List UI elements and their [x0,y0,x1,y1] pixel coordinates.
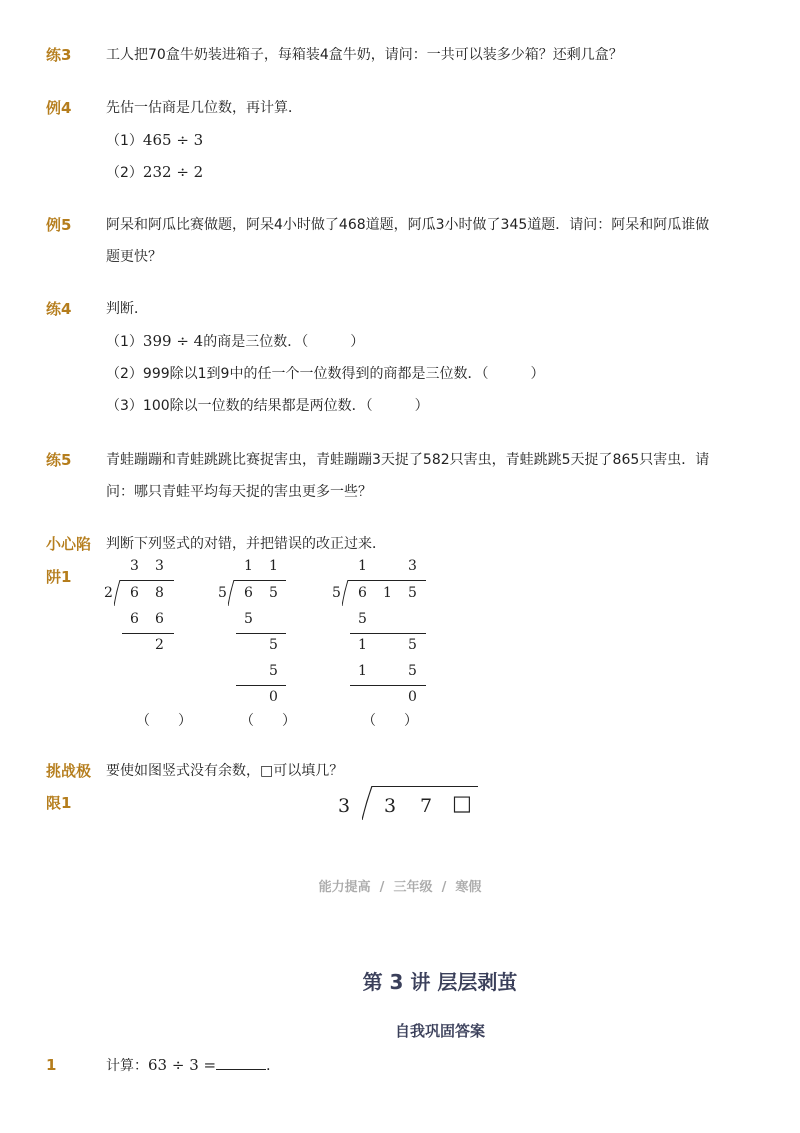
problem-ex4-text: 先估一估商是几位数，再计算． [106,100,302,116]
step-line [236,633,286,634]
problem-trap1-text: 判断下列竖式的对错，并把错误的改正过来． [106,536,386,552]
quotient-digit: 1 [244,558,253,574]
sub-text: 的商是三位数．（ ） [203,334,365,350]
quotient-digit: 1 [269,558,278,574]
math-expression: 465 ÷ 3 [142,131,204,149]
problem-ex4-sub1 [106,127,203,154]
quotient-digit: 3 [155,558,164,574]
division-bracket [114,580,124,606]
dividend-digit: 5 [269,585,278,601]
step-digit: 6 [130,611,139,627]
dividend-digit: 6 [358,585,367,601]
math-expression: 232 ÷ 2 [142,163,204,181]
dividend-digit: 6 [130,585,139,601]
step-line [122,633,174,634]
step-digit: 1 [358,637,367,653]
label-challenge1-line1: 挑战极 [46,762,92,780]
label-trap1-line1: 小心陷 [46,535,92,553]
answers-title: 自我巩固答案 [394,1022,485,1040]
division-bracket [228,580,238,606]
label-challenge1-line2: 限1 [46,794,72,812]
label-pr5: 练5 [46,451,72,469]
step-digit: 5 [408,637,417,653]
step-line [350,685,426,686]
problem-pr5-line2: 问：哪只青蛙平均每天捉的害虫更多一些？ [106,484,372,500]
division-bar [348,580,426,581]
problem-ex5-line2: 题更快？ [106,249,162,265]
division-bar [120,580,174,581]
step-line [236,685,286,686]
dividend-digit: 1 [383,585,392,601]
divisor: 5 [218,585,227,601]
dividend-digit: 7 [420,795,433,817]
division-bracket [362,786,376,820]
remainder: 0 [269,689,278,705]
footer-course: 能力提高 [318,880,371,895]
divisor: 2 [104,585,113,601]
dividend-digit: 3 [384,795,397,817]
step-digit: 1 [358,663,367,679]
division-bar [372,786,478,787]
problem-pr3-text: 工人把70盒牛奶装进箱子，每箱装4盒牛奶，请问：一共可以装多少箱？还剩几盒？ [106,47,623,63]
step-line [350,633,426,634]
answer-end: ． [266,1058,281,1074]
answer-blank[interactable] [216,1055,266,1070]
sub-number: （1） [106,133,143,149]
footer-term: 寒假 [455,880,482,895]
dividend-digit: 5 [408,585,417,601]
math-expression: 63 ÷ 3 = [148,1056,217,1074]
step-digit: 5 [269,637,278,653]
footer-separator: / [441,880,447,895]
footer-grade: 三年级 [393,880,433,895]
dividend-digit: 6 [244,585,253,601]
label-ex4: 例4 [46,99,72,117]
division-bar [234,580,286,581]
problem-ex5-line1: 阿呆和阿瓜比赛做题，阿呆4小时做了468道题，阿瓜3小时做了345道题．请问：阿呆和阿瓜谁做 [106,217,710,233]
label-ex5: 例5 [46,216,72,234]
step-digit: 5 [408,663,417,679]
sub-number: （1） [106,334,143,350]
answer-paren: （ ） [362,713,418,729]
blank-box[interactable]: □ [452,791,472,815]
problem-challenge1-text: 要使如图竖式没有余数，□可以填几？ [106,763,344,779]
quotient-digit: 3 [130,558,139,574]
answer-prefix: 计算： [106,1058,148,1074]
label-pr3: 练3 [46,46,72,64]
answer-paren: （ ） [136,713,192,729]
step-digit: 5 [269,663,278,679]
division-bracket [342,580,352,606]
problem-pr4-text: 判断． [106,301,148,317]
problem-pr5-line1: 青蛙蹦蹦和青蛙跳跳比赛捉害虫，青蛙蹦蹦3天捉了582只害虫，青蛙跳跳5天捉了865只害虫．请 [106,452,710,468]
lecture-title: 第 3 讲 层层剥茧 [362,970,518,994]
footer-separator: / [379,880,385,895]
quotient-digit: 3 [408,558,417,574]
math-expression: 399 ÷ 4 [142,332,204,350]
answer-1-text [106,1052,280,1079]
problem-ex4-sub2 [106,159,203,186]
quotient-digit: 1 [358,558,367,574]
step-digit: 6 [155,611,164,627]
step-digit: 5 [244,611,253,627]
divisor: 5 [332,585,341,601]
dividend-digit: 8 [155,585,164,601]
problem-pr4-sub3: （3）100除以一位数的结果都是两位数．（ ） [106,398,429,414]
sub-number: （2） [106,165,143,181]
remainder: 0 [408,689,417,705]
problem-pr4-sub1 [106,328,364,355]
label-trap1-line2: 阱1 [46,568,72,586]
remainder: 2 [155,637,164,653]
step-digit: 5 [358,611,367,627]
page-footer [0,876,800,895]
answer-paren: （ ） [240,713,296,729]
divisor: 3 [338,795,351,817]
problem-pr4-sub2: （2）999除以1到9中的任一个一位数得到的商都是三位数．（ ） [106,366,545,382]
label-pr4: 练4 [46,300,72,318]
answer-number: 1 [46,1056,57,1074]
